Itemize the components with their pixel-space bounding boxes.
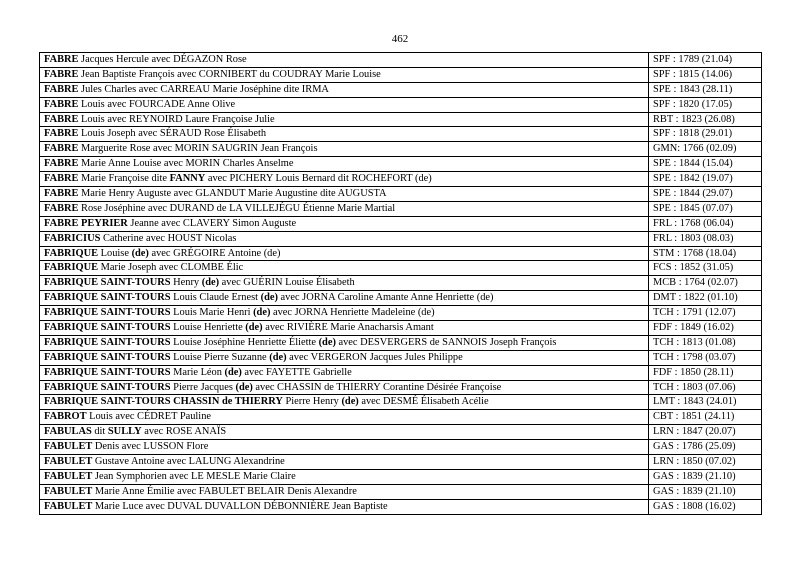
surname-text: (de) bbox=[260, 292, 278, 304]
parish-date-reference: RBT : 1823 (26.08) bbox=[649, 112, 762, 127]
surname-text: FANNY bbox=[169, 173, 206, 185]
parish-date-reference: LMT : 1843 (24.01) bbox=[649, 395, 762, 410]
table-row bbox=[40, 67, 762, 82]
table-row bbox=[40, 335, 762, 350]
surname-text: FABRE bbox=[44, 143, 79, 155]
marriage-entry bbox=[40, 187, 649, 202]
parish-date-reference: DMT : 1822 (01.10) bbox=[649, 291, 762, 306]
parish-date-reference: SPE : 1845 (07.07) bbox=[649, 201, 762, 216]
entry-text: Henry bbox=[170, 277, 202, 289]
surname-text: (de) bbox=[253, 307, 271, 319]
parish-date-reference: LRN : 1847 (20.07) bbox=[649, 425, 762, 440]
parish-date-reference: SPF : 1820 (17.05) bbox=[649, 97, 762, 112]
entry-text: Denis avec LUSSON Flore bbox=[92, 441, 209, 453]
surname-text: FABULET bbox=[44, 441, 93, 453]
marriage-entry bbox=[40, 484, 649, 499]
entry-text: avec FAYETTE Gabrielle bbox=[241, 366, 352, 378]
entry-text: Marie Léon bbox=[170, 366, 225, 378]
marriage-entry bbox=[40, 291, 649, 306]
surname-text: FABULET bbox=[44, 470, 93, 482]
surname-text: FABULET bbox=[44, 500, 93, 512]
marriage-entry bbox=[40, 246, 649, 261]
entry-text: Marguerite Rose avec MORIN SAUGRIN Jean François bbox=[78, 143, 318, 155]
surname-text: FABRE bbox=[44, 68, 79, 80]
parish-date-reference: CBT : 1851 (24.11) bbox=[649, 410, 762, 425]
entry-text: Jean Symphorien avec LE MESLE Marie Claire bbox=[92, 470, 296, 482]
entry-text: Rose Joséphine avec DURAND de LA VILLEJÉGU Étienne Marie Martial bbox=[78, 202, 396, 214]
marriage-entry bbox=[40, 53, 649, 68]
table-row bbox=[40, 425, 762, 440]
page-number: 462 bbox=[391, 33, 409, 45]
marriage-entry bbox=[40, 380, 649, 395]
entry-text: Louis avec FOURCADE Anne Olive bbox=[78, 98, 236, 110]
entry-text: Marie Henry Auguste avec GLANDUT Marie Augustine dite AUGUSTA bbox=[78, 187, 387, 199]
table-row bbox=[40, 97, 762, 112]
entry-text: Louis avec CÉDRET Pauline bbox=[86, 411, 212, 423]
entry-text: Marie Anne Louise avec MORIN Charles Anselme bbox=[78, 158, 294, 170]
parish-date-reference: GAS : 1839 (21.10) bbox=[649, 484, 762, 499]
table-row bbox=[40, 321, 762, 336]
parish-date-reference: TCH : 1798 (03.07) bbox=[649, 350, 762, 365]
table-row bbox=[40, 469, 762, 484]
registry-body bbox=[40, 53, 762, 515]
entry-text: Louis Joseph avec SÉRAUD Rose Élisabeth bbox=[78, 128, 267, 140]
marriage-entry bbox=[40, 127, 649, 142]
table-row bbox=[40, 142, 762, 157]
parish-date-reference: GAS : 1839 (21.10) bbox=[649, 469, 762, 484]
surname-text: FABRIQUE bbox=[44, 247, 99, 259]
entry-text: avec CHASSIN de THIERRY Corantine Désirée Françoise bbox=[252, 381, 502, 393]
entry-text: Pierre Henry bbox=[282, 396, 342, 408]
entry-text: Jacques Hercule avec DÉGAZON Rose bbox=[78, 53, 247, 65]
marriage-entry bbox=[40, 469, 649, 484]
table-row bbox=[40, 291, 762, 306]
parish-date-reference: FRL : 1768 (06.04) bbox=[649, 216, 762, 231]
entry-text: Marie Luce avec DUVAL DUVALLON DÉBONNIÈRE Jean Baptiste bbox=[92, 500, 388, 512]
surname-text: FABRIQUE SAINT-TOURS bbox=[44, 277, 171, 289]
entry-text: Marie Françoise dite bbox=[78, 173, 170, 185]
marriage-entry bbox=[40, 67, 649, 82]
surname-text: FABULET bbox=[44, 455, 93, 467]
surname-text: (de) bbox=[245, 321, 263, 333]
surname-text: FABRE bbox=[44, 83, 79, 95]
table-row bbox=[40, 484, 762, 499]
table-row bbox=[40, 410, 762, 425]
entry-text: avec DESVERGERS de SANNOIS Joseph François bbox=[335, 336, 557, 348]
parish-date-reference: TCH : 1803 (07.06) bbox=[649, 380, 762, 395]
marriage-entry bbox=[40, 231, 649, 246]
table-row bbox=[40, 276, 762, 291]
marriage-registry-table bbox=[39, 52, 762, 515]
marriage-entry bbox=[40, 172, 649, 187]
surname-text: FABRIQUE SAINT-TOURS bbox=[44, 292, 171, 304]
table-row bbox=[40, 53, 762, 68]
entry-text: avec ROSE ANAÏS bbox=[141, 426, 227, 438]
parish-date-reference: GAS : 1808 (16.02) bbox=[649, 499, 762, 514]
marriage-entry bbox=[40, 350, 649, 365]
marriage-entry bbox=[40, 216, 649, 231]
surname-text: FABRE bbox=[44, 98, 79, 110]
table-row bbox=[40, 350, 762, 365]
entry-text: avec JORNA Caroline Amante Anne Henriette (de) bbox=[277, 292, 494, 304]
marriage-entry bbox=[40, 306, 649, 321]
surname-text: (de) bbox=[341, 396, 359, 408]
surname-text: (de) bbox=[235, 381, 253, 393]
entry-text: avec VERGERON Jacques Jules Philippe bbox=[286, 351, 463, 363]
entry-text: avec DESMÉ Élisabeth Acélie bbox=[358, 396, 489, 408]
entry-text: Pierre Jacques bbox=[170, 381, 236, 393]
surname-text: FABRIQUE SAINT-TOURS bbox=[44, 351, 171, 363]
entry-text: Louis Marie Henri bbox=[170, 307, 254, 319]
marriage-entry bbox=[40, 201, 649, 216]
entry-text: Louise Pierre Suzanne bbox=[170, 351, 270, 363]
table-row bbox=[40, 216, 762, 231]
entry-text: Jeanne avec CLAVERY Simon Auguste bbox=[127, 217, 297, 229]
parish-date-reference: TCH : 1791 (12.07) bbox=[649, 306, 762, 321]
marriage-entry bbox=[40, 365, 649, 380]
marriage-entry bbox=[40, 261, 649, 276]
surname-text: FABRIQUE SAINT-TOURS bbox=[44, 336, 171, 348]
table-row bbox=[40, 365, 762, 380]
marriage-entry bbox=[40, 142, 649, 157]
entry-text: Jean Baptiste François avec CORNIBERT du COUDRAY Marie Louise bbox=[78, 68, 381, 80]
parish-date-reference: FDF : 1850 (28.11) bbox=[649, 365, 762, 380]
surname-text: (de) bbox=[224, 366, 242, 378]
entry-text: Marie Anne Émilie avec FABULET BELAIR Denis Alexandre bbox=[92, 485, 357, 497]
surname-text: FABRIQUE bbox=[44, 262, 99, 274]
entry-text: Jules Charles avec CARREAU Marie Joséphine dite IRMA bbox=[78, 83, 329, 95]
parish-date-reference: SPF : 1818 (29.01) bbox=[649, 127, 762, 142]
entry-text: Marie Joseph avec CLOMBE Élic bbox=[98, 262, 244, 274]
entry-text: Louise bbox=[98, 247, 132, 259]
entry-text: Catherine avec HOUST Nicolas bbox=[100, 232, 237, 244]
parish-date-reference: LRN : 1850 (07.02) bbox=[649, 455, 762, 470]
marriage-entry bbox=[40, 321, 649, 336]
entry-text: Louise Joséphine Henriette Éliette bbox=[170, 336, 319, 348]
parish-date-reference: SPE : 1844 (15.04) bbox=[649, 157, 762, 172]
table-row bbox=[40, 112, 762, 127]
surname-text: FABRIQUE SAINT-TOURS bbox=[44, 307, 171, 319]
surname-text: (de) bbox=[131, 247, 149, 259]
marriage-entry bbox=[40, 455, 649, 470]
entry-text: dit bbox=[91, 426, 108, 438]
surname-text: FABROT bbox=[44, 411, 87, 423]
marriage-entry bbox=[40, 425, 649, 440]
entry-text: Louis Claude Ernest bbox=[170, 292, 261, 304]
entry-text: Louise Henriette bbox=[170, 321, 246, 333]
surname-text: FABULAS bbox=[44, 426, 92, 438]
table-row bbox=[40, 455, 762, 470]
surname-text: FABRIQUE SAINT-TOURS bbox=[44, 381, 171, 393]
table-row bbox=[40, 380, 762, 395]
marriage-entry bbox=[40, 499, 649, 514]
table-row bbox=[40, 440, 762, 455]
parish-date-reference: GAS : 1786 (25.09) bbox=[649, 440, 762, 455]
surname-text: FABRE bbox=[44, 128, 79, 140]
surname-text: SULLY bbox=[107, 426, 142, 438]
table-row bbox=[40, 306, 762, 321]
surname-text: (de) bbox=[269, 351, 287, 363]
surname-text: FABRE PEYRIER bbox=[44, 217, 128, 229]
parish-date-reference: FDF : 1849 (16.02) bbox=[649, 321, 762, 336]
marriage-entry bbox=[40, 440, 649, 455]
marriage-entry bbox=[40, 112, 649, 127]
entry-text: avec PICHERY Louis Bernard dit ROCHEFORT (de) bbox=[205, 173, 432, 185]
entry-text: avec JORNA Henriette Madeleine (de) bbox=[270, 307, 435, 319]
table-row bbox=[40, 172, 762, 187]
marriage-entry bbox=[40, 157, 649, 172]
parish-date-reference: SPE : 1842 (19.07) bbox=[649, 172, 762, 187]
table-row bbox=[40, 82, 762, 97]
table-row bbox=[40, 395, 762, 410]
parish-date-reference: SPF : 1789 (21.04) bbox=[649, 53, 762, 68]
parish-date-reference: SPE : 1844 (29.07) bbox=[649, 187, 762, 202]
surname-text: FABRE bbox=[44, 187, 79, 199]
table-row bbox=[40, 231, 762, 246]
marriage-entry bbox=[40, 410, 649, 425]
surname-text: FABRIQUE SAINT-TOURS CHASSIN de THIERRY bbox=[44, 396, 283, 408]
surname-text: FABRIQUE SAINT-TOURS bbox=[44, 321, 171, 333]
surname-text: FABULET bbox=[44, 485, 93, 497]
parish-date-reference: FCS : 1852 (31.05) bbox=[649, 261, 762, 276]
parish-date-reference: MCB : 1764 (02.07) bbox=[649, 276, 762, 291]
marriage-entry bbox=[40, 335, 649, 350]
marriage-entry bbox=[40, 97, 649, 112]
parish-date-reference: SPE : 1843 (28.11) bbox=[649, 82, 762, 97]
table-row bbox=[40, 127, 762, 142]
table-row bbox=[40, 261, 762, 276]
parish-date-reference: STM : 1768 (18.04) bbox=[649, 246, 762, 261]
entry-text: avec GRÉGOIRE Antoine (de) bbox=[148, 247, 281, 259]
marriage-entry bbox=[40, 276, 649, 291]
surname-text: FABRE bbox=[44, 202, 79, 214]
surname-text: FABRIQUE SAINT-TOURS bbox=[44, 366, 171, 378]
surname-text: FABRE bbox=[44, 53, 79, 65]
surname-text: (de) bbox=[318, 336, 336, 348]
surname-text: FABRE bbox=[44, 173, 79, 185]
surname-text: (de) bbox=[201, 277, 220, 289]
surname-text: FABRICIUS bbox=[44, 232, 101, 244]
parish-date-reference: GMN: 1766 (02.09) bbox=[649, 142, 762, 157]
entry-text: Louis avec REYNOIRD Laure Françoise Julie bbox=[78, 113, 275, 125]
marriage-entry bbox=[40, 82, 649, 97]
table-row bbox=[40, 187, 762, 202]
surname-text: FABRE bbox=[44, 113, 79, 125]
parish-date-reference: TCH : 1813 (01.08) bbox=[649, 335, 762, 350]
entry-text: avec RIVIÈRE Marie Anacharsis Amant bbox=[262, 321, 434, 333]
marriage-entry bbox=[40, 395, 649, 410]
table-row bbox=[40, 157, 762, 172]
parish-date-reference: SPF : 1815 (14.06) bbox=[649, 67, 762, 82]
table-row bbox=[40, 499, 762, 514]
surname-text: FABRE bbox=[44, 158, 79, 170]
table-row bbox=[40, 246, 762, 261]
parish-date-reference: FRL : 1803 (08.03) bbox=[649, 231, 762, 246]
table-row bbox=[40, 201, 762, 216]
entry-text: Gustave Antoine avec LALUNG Alexandrine bbox=[92, 455, 285, 467]
entry-text: avec GUÉRIN Louise Élisabeth bbox=[219, 277, 355, 289]
